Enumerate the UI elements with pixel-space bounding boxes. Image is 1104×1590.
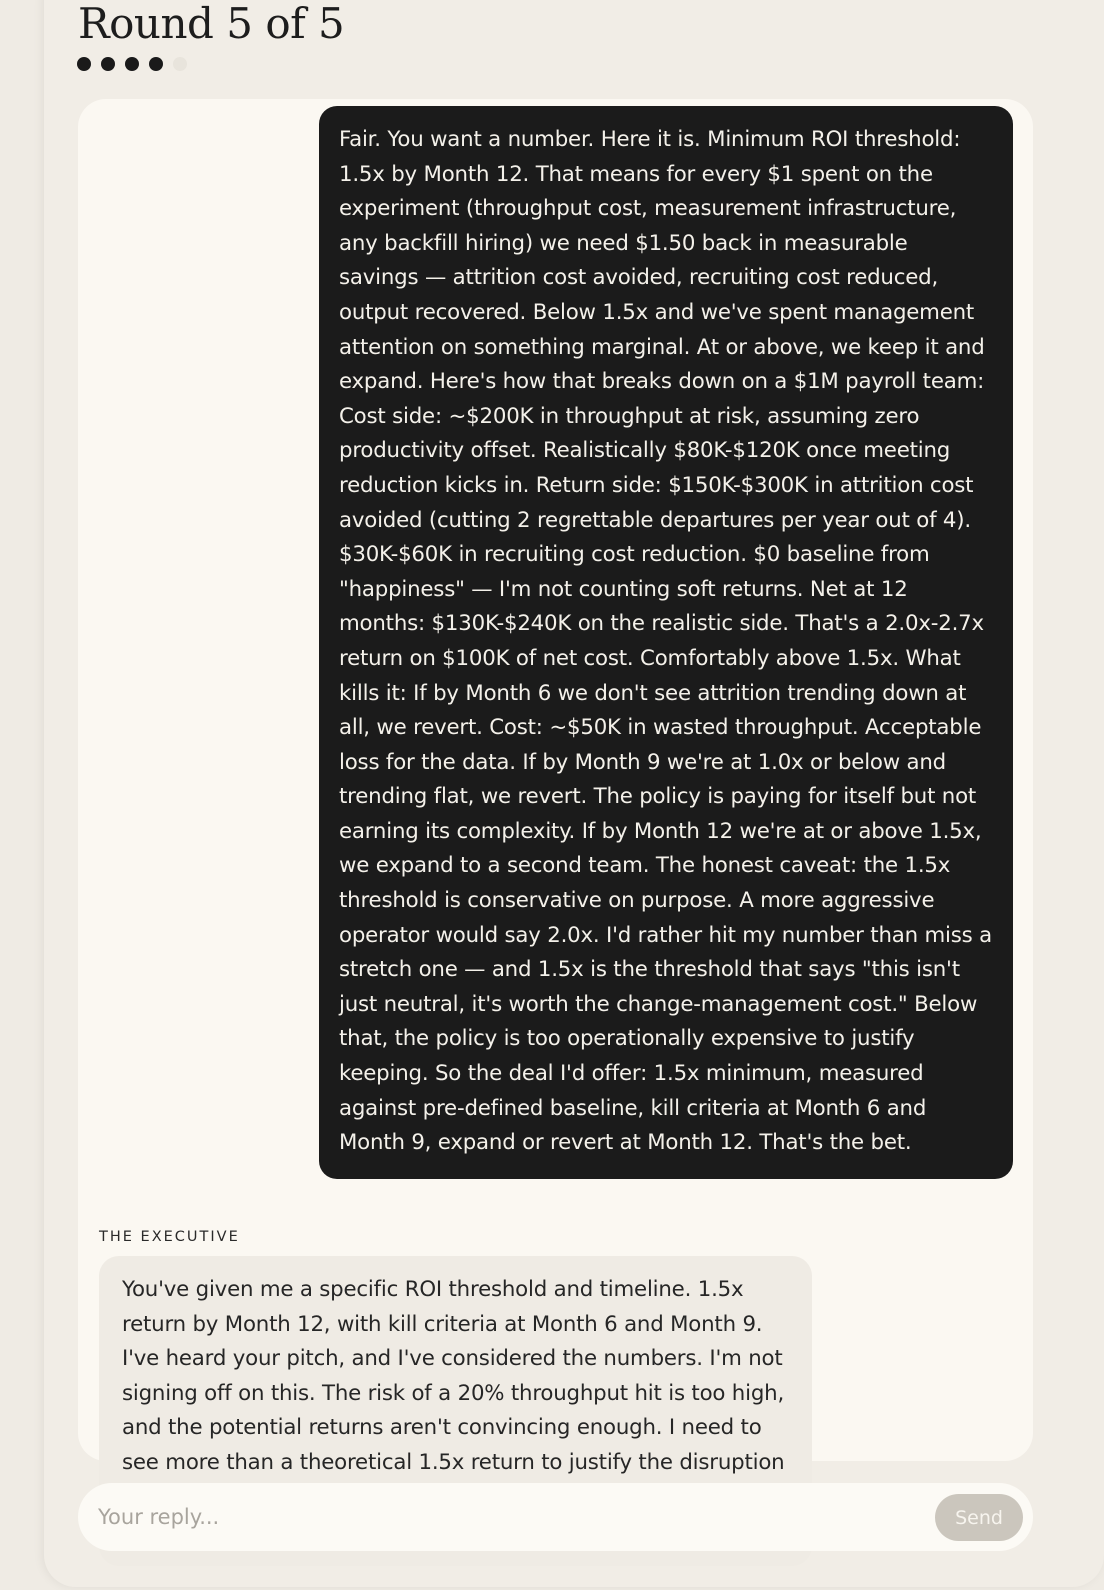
round-title: Round 5 of 5 xyxy=(78,0,345,48)
progress-dot-complete xyxy=(77,57,91,71)
conversation-panel[interactable] xyxy=(78,99,1033,1475)
reply-input[interactable] xyxy=(98,1495,898,1539)
send-button[interactable]: Send xyxy=(935,1494,1023,1541)
progress-dot-complete xyxy=(101,57,115,71)
reply-bar xyxy=(78,1483,1033,1551)
round-progress xyxy=(77,57,187,71)
progress-dot-complete xyxy=(125,57,139,71)
user-message-bubble: Fair. You want a number. Here it is. Minimum ROI threshold: 1.5x by Month 12. That means for every $1 spent on the experiment (throughput cost, measurement infrastructure, any backfill hiring) we need $1.50 back in measurable savings — attrition cost avoided, recruiting cost reduced, output recovered. Below 1.5x and we've spent management attention on something marginal. At or above, we keep it and expand. Here's how that breaks down on a $1M payroll team: Cost side: ~$200K in throughput at risk, assuming zero productivity offset. Realistically $80K-$120K once meeting reduction kicks in. Return side: $150K-$300K in attrition cost avoided (cutting 2 regrettable departures per year out of 4). $30K-$60K in recruiting cost reduction. $0 baseline from "happiness" — I'm not counting soft returns. Net at 12 months: $130K-$240K on the realistic side. That's a 2.0x-2.7x return on $100K of net cost. Comfortably above 1.5x. What kills it: If by Month 6 we don't see attrition trending down at all, we revert. Cost: ~$50K in wasted throughput. Acceptable loss for the data. If by Month 9 we're at 1.0x or below and trending flat, we revert. The policy is paying for itself but not earning its complexity. If by Month 12 we're at or above 1.5x, we expand to a second team. The honest caveat: the 1.5x threshold is conservative on purpose. A more aggressive operator would say 2.0x. I'd rather hit my number than miss a stretch one — and 1.5x is the threshold that says "this isn't just neutral, it's worth the change-management cost." Below that, the policy is too operationally expensive to justify keeping. So the deal I'd offer: 1.5x minimum, measured against pre-defined baseline, kill criteria at Month 6 and Month 9, expand or revert at Month 12. That's the bet. xyxy=(319,106,1013,1179)
progress-dot-complete xyxy=(149,57,163,71)
executive-message-bubble: You've given me a specific ROI threshold and timeline. 1.5x return by Month 12, with kill criteria at Month 6 and Month 9. I've heard your pitch, and I've considered the numbers. I'm not signing off on this. The risk of a 20% throughput hit is too high, and the potential returns aren't convincing enough. I need to see more than a theoretical 1.5x return to justify the disruption xyxy=(99,1256,812,1566)
progress-dot-remaining xyxy=(173,57,187,71)
executive-speaker-label: THE EXECUTIVE xyxy=(99,1229,240,1245)
